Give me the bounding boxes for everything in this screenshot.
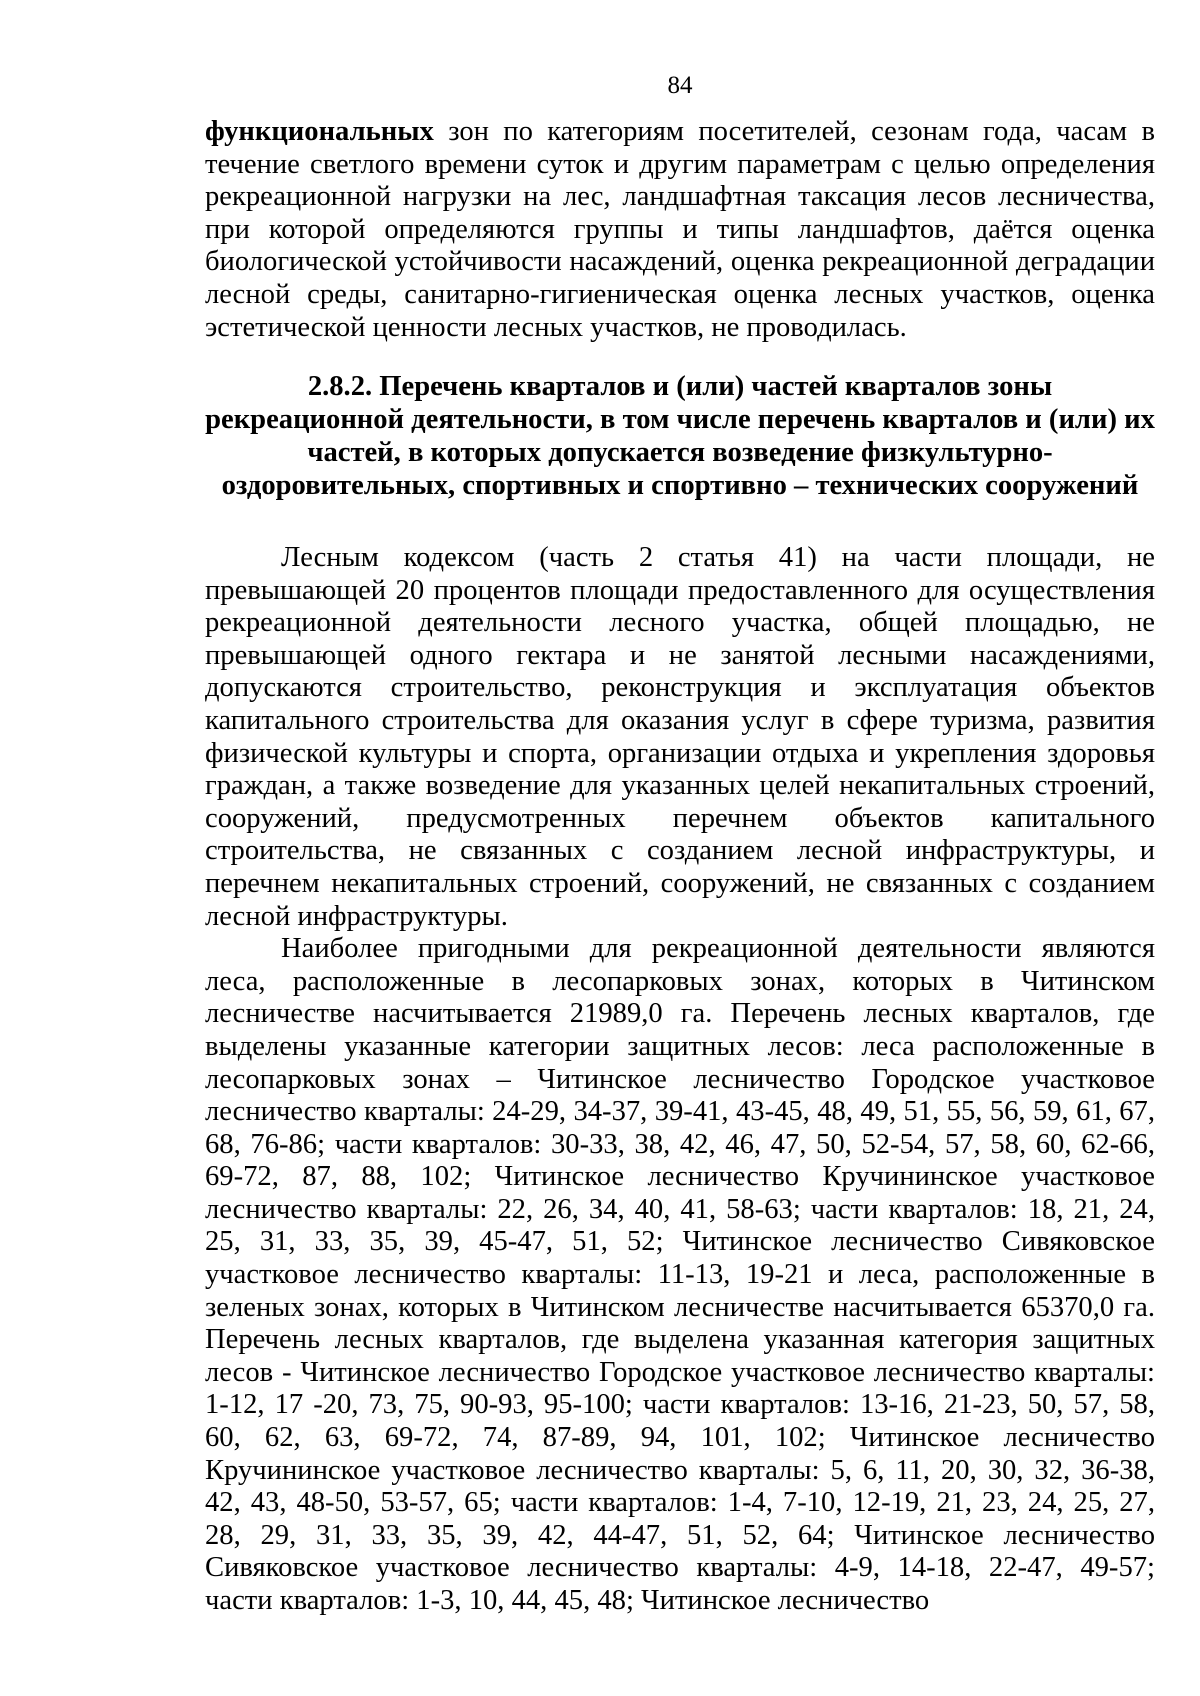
paragraph-recreation-forests: Наиболее пригодными для рекреационной деятельности являются леса, расположенные в лесопарковых зонах, которых в Читинском лесничестве насчитывается 21989,0 га. Перечень лесных кварталов, где выделены указанные категории защитных лесов: леса расположенные в лесопарковых зонах – Читинское лесничество Городское участковое лесничество кварталы: 24-29, 34-37, 39-41, 43-45, 48, 49, 51, 55, 56, 59, 61, 67, 68, 76-86; части кварталов: 30-33, 38, 42, 46, 47, 50, 52-54, 57, 58, 60, 62-66, 69-72, 87, 88, 102; Читинское лесничество Кручининское участковое лесничество кварталы: 22, 26, 34, 40, 41, 58-63; части кварталов: 18, 21, 24, 25, 31, 33, 35, 39, 45-47, 51, 52; Читинское лесничество Сивяковское участковое лесничество кварталы: 11-13, 19-21 и леса, расположенные в зеленых зонах, которых в Читинском лесничестве насчитывается 65370,0 га. Перечень лесных кварталов, где выделена указанная категория защитных лесов - Читинское лесничество Городское участковое лесничество кварталы: 1-12, 17 -20, 73, 75, 90-93, 95-100; части кварталов: 13-16, 21-23, 50, 57, 58, 60, 62, 63, 69-72, 74, 87-89, 94, 101, 102; Читинское лесничество Кручининское участковое лесничество кварталы: 5, 6, 11, 20, 30, 32, 36-38, 42, 43, 48-50, 53-57, 65; части кварталов: 1-4, 7-10, 12-19, 21, 23, 24, 25, 27, 28, 29, 31, 33, 35, 39, 42, 44-47, 51, 52, 64; Читинское лесничество Сивяковское участковое лесничество кварталы: 4-9, 14-18, 22-47, 49-57; части кварталов: 1-3, 10, 44, 45, 48; Читинское лесничество	[205, 933, 1155, 1616]
paragraph-forest-code: Лесным кодексом (часть 2 статья 41) на части площади, не превышающей 20 процентов площади предоставленного для осуществления рекреационной деятельности лесного участка, общей площадью, не превышающей одного гектара и не занятой лесными насаждениями, допускаются строительство, реконструкция и эксплуатация объектов капитального строительства для оказания услуг в сфере туризма, развития физической культуры и спорта, организации отдыха и укрепления здоровья граждан, а также возведение для указанных целей некапитальных строений, сооружений, предусмотренных перечнем объектов капитального строительства, не связанных с созданием лесной инфраструктуры, и перечнем некапитальных строений, сооружений, не связанных с созданием лесной инфраструктуры.	[205, 542, 1155, 932]
page-number: 84	[667, 72, 693, 99]
section-2-8-2	[205, 370, 1155, 1618]
intro-paragraph	[205, 116, 1155, 344]
intro-text: зон по категориям посетителей, сезонам года, часам в течение светлого времени суток и другим параметрам с целью определения рекреационной нагрузки на лес, ландшафтная таксация лесов лесничества, при которой определяются группы и типы ландшафтов, даётся оценка биологической устойчивости насаждений, оценка рекреационной деградации лесной среды, санитарно-гигиеническая оценка лесных участков, оценка эстетической ценности лесных участков, не проводилась.	[205, 116, 1155, 343]
intro-lead-word: функциональных	[205, 116, 434, 147]
section-heading: 2.8.2. Перечень кварталов и (или) частей кварталов зоны рекреационной деятельности, в том числе перечень кварталов и (или) их частей, в которых допускается возведение физкультурно-оздоровительных, спортивных и спортивно – технических сооружений	[205, 371, 1155, 501]
